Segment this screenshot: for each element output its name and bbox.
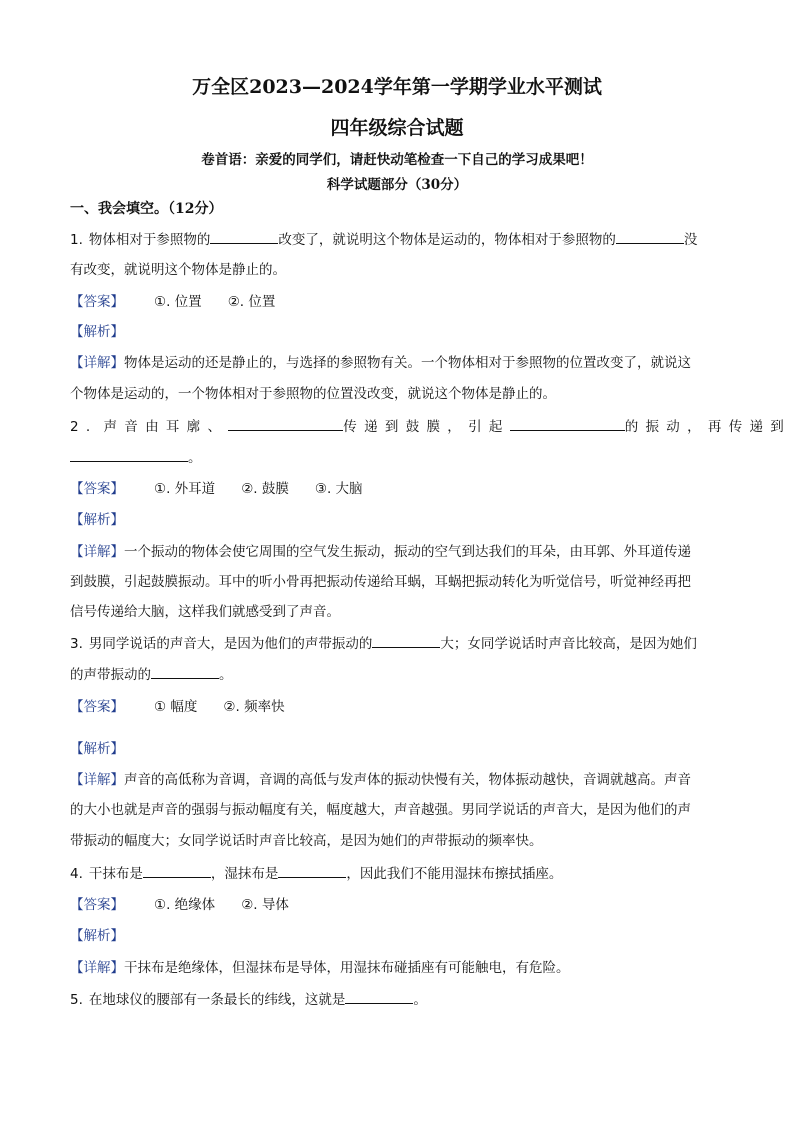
answer-row: 【答案】 ①. 位置 ②. 位置 [70,290,722,310]
question-5: 5. 在地球仪的腰部有一条最长的纬线，这就是 。 [70,992,427,1008]
detail-row: 带振动的幅度大；女同学说话时声音比较高，是因为她们的声带振动的频率快。 [70,833,543,849]
greeting: 卷首语：亲爱的同学们，请赶快动笔检查一下自己的学习成果吧！ [201,152,593,168]
exam-title: 万全区2023—2024学年第一学期学业水平测试 [192,76,602,98]
answer-label: 【答案】 [70,481,124,497]
answer-blank [210,231,278,244]
detail-label: 【详解】 [70,772,124,788]
analysis-label: 【解析】 [70,512,124,528]
analysis-label: 【解析】 [70,928,124,944]
answer-blank [278,865,346,878]
detail-row: 到鼓膜，引起鼓膜振动。耳中的听小骨再把振动传递给耳蜗，耳蜗把振动转化为听觉信号，听觉神经再把 [70,574,691,590]
answer-row: 【答案】 ①. 绝缘体 ②. 导体 [70,893,722,913]
question-number: 3. [70,636,83,652]
detail-row: 【详解】干抹布是绝缘体，但湿抹布是导体，用湿抹布碰插座有可能触电，有危险。 [70,956,722,976]
detail-row: 【详解】一个振动的物体会使它周围的空气发生振动，振动的空气到达我们的耳朵，由耳郭、外耳道传递 [70,540,722,560]
detail-row: 信号传递给大脑，这样我们就感受到了声音。 [70,604,340,620]
answer-label: 【答案】 [70,294,124,310]
answer-label: 【答案】 [70,897,124,913]
answer-blank [616,231,684,244]
question-1: 1. 物体相对于参照物的 改变了，就说明这个物体是运动的，物体相对于参照物的 没 [70,232,698,248]
answer-blank [143,865,211,878]
detail-label: 【详解】 [70,355,124,371]
analysis-label: 【解析】 [70,324,124,340]
detail-label: 【详解】 [70,960,124,976]
detail-row: 【详解】声音的高低称为音调，音调的高低与发声体的振动快慢有关，物体振动越快，音调就越高。声音 [70,768,722,788]
answer-blank [372,635,440,648]
detail-row: 个物体是运动的，一个物体相对于参照物的位置没改变，就说这个物体是静止的。 [70,386,556,402]
answer-blank [510,418,625,431]
question-4: 4. 干抹布是 ，湿抹布是 ，因此我们不能用湿抹布擦拭插座。 [70,866,563,882]
detail-label: 【详解】 [70,544,124,560]
section-heading: 一、我会填空。（12分） [70,201,223,217]
analysis-label: 【解析】 [70,741,124,757]
part-heading: 科学试题部分（30分） [326,177,468,193]
detail-row: 的大小也就是声音的强弱与振动幅度有关，幅度越大，声音越强。男同学说话的声音大，是因为他们的声 [70,802,691,818]
answer-label: 【答案】 [70,699,124,715]
question-2: 2. 声音由耳廓、 传递到鼓膜，引起 的振动，再传递到 [70,419,792,435]
question-3-cont: 的声带振动的 。 [70,667,233,683]
exam-subtitle: 四年级综合试题 [330,117,464,139]
answer-blank [151,666,219,679]
answer-blank [345,991,413,1004]
answer-blank [70,449,188,462]
question-number: 4. [70,866,83,882]
question-1-cont: 有改变，就说明这个物体是静止的。 [70,262,286,278]
answer-row: 【答案】 ① 幅度 ②. 频率快 [70,695,722,715]
question-number: 1. [70,232,83,248]
answer-row: 【答案】 ①. 外耳道 ②. 鼓膜 ③. 大脑 [70,477,722,497]
question-number: 5. [70,992,83,1008]
question-2-cont: 。 [70,446,722,466]
question-3: 3. 男同学说话的声音大，是因为他们的声带振动的 大；女同学说话时声音比较高，是因为她们 [70,636,697,652]
answer-blank [228,418,343,431]
detail-row: 【详解】物体是运动的还是静止的，与选择的参照物有关。一个物体相对于参照物的位置改变了，就说这 [70,351,722,371]
question-number: 2. [70,419,98,435]
